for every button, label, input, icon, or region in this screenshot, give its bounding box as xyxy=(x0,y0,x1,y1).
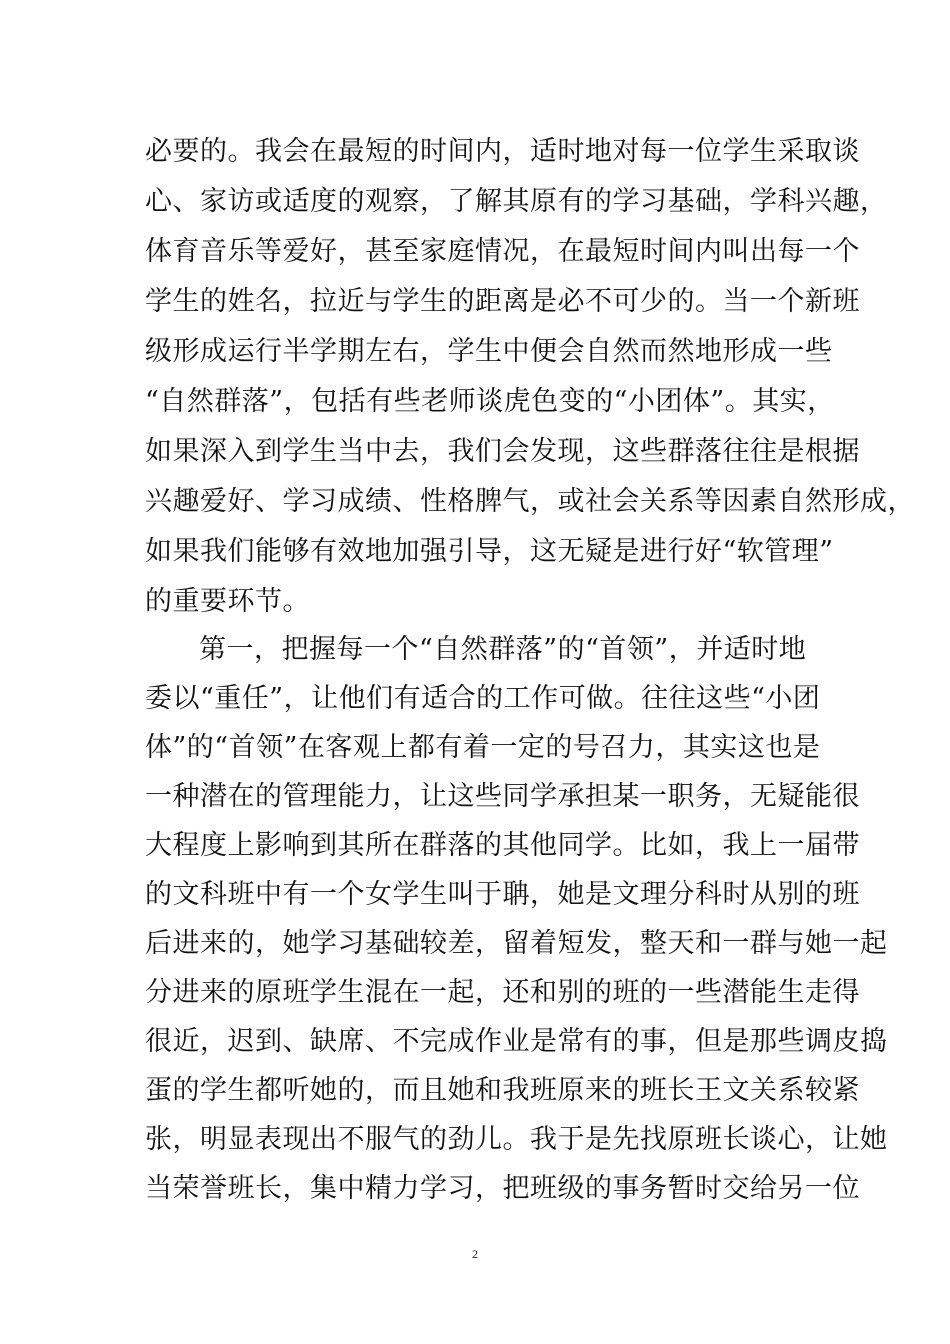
text-line: 分进来的原班学生混在一起，还和别的班的一些潜能生走得 xyxy=(145,977,860,1008)
text-line: 兴趣爱好、学习成绩、性格脾气，或社会关系等因素自然形成， xyxy=(145,486,915,517)
text-line: 学生的姓名，拉近与学生的距离是必不可少的。当一个新班 xyxy=(145,286,860,317)
page-number: 2 xyxy=(472,1247,478,1261)
text-line: 如果我们能够有效地加强引导，这无疑是进行好“软管理” xyxy=(145,536,834,567)
text-line: 级形成运行半学期左右，学生中便会自然而然地形成一些 xyxy=(145,336,833,367)
text-line: 张，明显表现出不服气的劲儿。我于是先找原班长谈心，让她 xyxy=(145,1124,888,1155)
text-line: 的文科班中有一个女学生叫于聃，她是文理分科时从别的班 xyxy=(145,879,860,910)
text-line: “自然群落”，包括有些老师谈虎色变的“小团体”。其实， xyxy=(145,386,835,417)
text-line: 很近，迟到、缺席、不完成作业是常有的事，但是那些调皮捣 xyxy=(145,1026,888,1057)
text-line: 必要的。我会在最短的时间内，适时地对每一位学生采取谈 xyxy=(145,136,860,167)
text-line: 一种潜在的管理能力，让这些同学承担某一职务，无疑能很 xyxy=(145,781,860,812)
paragraph-first-line: 第一，把握每一个“自然群落”的“首领”，并适时地 xyxy=(199,634,807,665)
text-line: 后进来的，她学习基础较差，留着短发，整天和一群与她一起 xyxy=(145,928,888,959)
text-line: 蛋的学生都听她的，而且她和我班原来的班长王文关系较紧 xyxy=(145,1075,860,1106)
text-line: 委以“重任”，让他们有适合的工作可做。往往这些“小团 xyxy=(145,683,821,714)
text-line: 大程度上影响到其所在群落的其他同学。比如，我上一届带 xyxy=(145,830,860,861)
text-line: 当荣誉班长，集中精力学习，把班级的事务暂时交给另一位 xyxy=(145,1173,860,1204)
text-line: 体”的“首领”在客观上都有着一定的号召力，其实这也是 xyxy=(145,732,821,763)
text-line: 的重要环节。 xyxy=(145,586,310,617)
text-line: 如果深入到学生当中去，我们会发现，这些群落往往是根据 xyxy=(145,436,860,467)
text-line: 心、家访或适度的观察，了解其原有的学习基础，学科兴趣， xyxy=(145,186,888,217)
text-line: 体育音乐等爱好，甚至家庭情况，在最短时间内叫出每一个 xyxy=(145,236,860,267)
